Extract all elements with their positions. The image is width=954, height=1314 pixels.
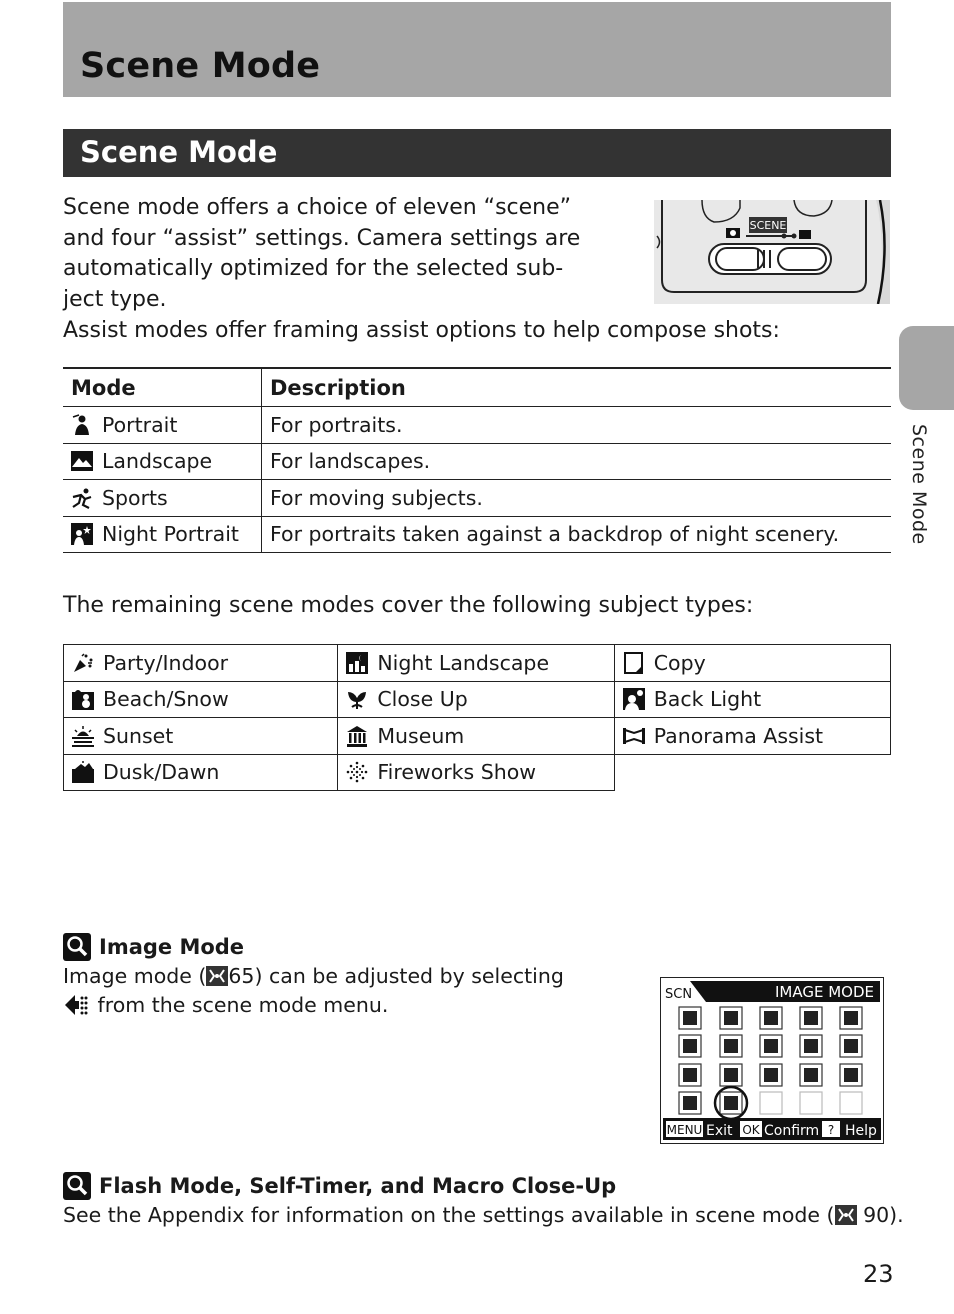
scene-label: Fireworks Show xyxy=(377,760,537,785)
page-reference-icon xyxy=(835,1205,857,1225)
empty-cell xyxy=(614,754,890,791)
image-mode-note-heading xyxy=(63,933,244,961)
mode-label: Sports xyxy=(102,485,168,510)
column-header-description: Description xyxy=(262,368,892,407)
table-row xyxy=(64,645,891,682)
scene-grid-icon xyxy=(724,1039,738,1053)
help-key: ? xyxy=(827,1123,835,1137)
mode-label: Night Portrait xyxy=(102,522,239,547)
sports-icon xyxy=(71,487,93,509)
confirm-label: Confirm xyxy=(764,1123,820,1139)
scene-switch-label: SCENE xyxy=(749,219,787,232)
landscape-icon xyxy=(71,450,93,472)
close-up-icon xyxy=(346,688,368,710)
dusk-dawn-icon xyxy=(72,761,94,783)
scene-grid-icon xyxy=(844,1068,858,1082)
scene-label: Panorama Assist xyxy=(653,723,824,748)
scene-grid-cell xyxy=(800,1092,822,1114)
scene-grid-icon xyxy=(804,1011,818,1025)
page-header xyxy=(63,129,891,177)
page-reference-icon xyxy=(206,966,228,986)
page-ref: 90 xyxy=(863,1203,890,1227)
mode-description: For portraits taken against a backdrop of night scenery. xyxy=(262,516,892,553)
help-label: Help xyxy=(845,1123,877,1139)
flash-note-text: See the Appendix for information on the settings available in scene mode ( 90). xyxy=(63,1203,904,1227)
exit-label: Exit xyxy=(706,1123,733,1139)
night-landscape-icon xyxy=(346,652,368,674)
note-icon xyxy=(63,933,91,961)
page-title: Scene Mode xyxy=(80,135,278,169)
scene-label: Sunset xyxy=(103,723,174,748)
scene-grid-icon xyxy=(683,1011,697,1025)
image-mode-note-text: Image mode ( 65) can be adjusted by selecting from the scene mode menu. xyxy=(63,964,564,1017)
scene-grid-icon xyxy=(764,1068,778,1082)
assist-intro: Assist modes offer framing assist options to help compose shots: xyxy=(63,318,780,343)
lcd-title: IMAGE MODE xyxy=(774,983,874,1001)
fireworks-show-icon xyxy=(346,761,368,783)
scene-label: Back Light xyxy=(653,687,762,712)
side-tab-label: Scene Mode xyxy=(908,424,930,545)
mode-description: For portraits. xyxy=(262,407,892,444)
ok-key: OK xyxy=(742,1123,760,1137)
back-light-icon xyxy=(623,688,645,710)
panorama-assist-icon xyxy=(623,725,645,747)
mode-label: Portrait xyxy=(102,412,178,437)
scene-grid-icon xyxy=(683,1096,697,1110)
intro-paragraph: Scene mode offers a choice of eleven “scene” and four “assist” settings. Camera settings are automatically optimized for the selected sub-ject type. xyxy=(63,195,581,313)
page-ref: 65 xyxy=(228,964,255,988)
scene-grid-icon xyxy=(683,1039,697,1053)
scene-grid-cell xyxy=(840,1092,862,1114)
scene-grid-cell xyxy=(760,1092,782,1114)
scene-grid-icon xyxy=(724,1068,738,1082)
page-number: 23 xyxy=(863,1260,894,1288)
table-row xyxy=(64,754,891,791)
scene-grid-icon xyxy=(724,1096,738,1110)
scene-grid-icon xyxy=(844,1039,858,1053)
scene-menu-screen xyxy=(660,977,884,1144)
night-portrait-icon xyxy=(71,523,93,545)
table-row xyxy=(63,480,891,517)
note-icon xyxy=(63,1172,91,1200)
table-row xyxy=(63,407,891,444)
scene-label: Party/Indoor xyxy=(103,650,229,675)
table-header-row xyxy=(63,368,891,407)
table-row xyxy=(64,681,891,718)
scene-label: Night Landscape xyxy=(377,650,550,675)
assist-mode-table xyxy=(63,367,891,553)
scene-grid-icon xyxy=(804,1068,818,1082)
scene-label: Museum xyxy=(377,723,465,748)
table-row xyxy=(63,516,891,553)
museum-icon xyxy=(346,725,368,747)
copy-icon xyxy=(623,652,645,674)
image-mode-icon xyxy=(63,992,91,1018)
scene-label: Copy xyxy=(653,650,706,675)
camera-mode-switch-illustration xyxy=(654,200,890,304)
column-header-mode: Mode xyxy=(63,368,262,407)
mode-description: For landscapes. xyxy=(262,443,892,480)
mode-label: Landscape xyxy=(102,449,213,474)
section-title: Scene Mode xyxy=(80,46,321,86)
sunset-icon xyxy=(72,725,94,747)
menu-key: MENU xyxy=(666,1123,703,1137)
party-indoor-icon xyxy=(72,652,94,674)
scene-grid-icon xyxy=(724,1011,738,1025)
section-header xyxy=(63,2,891,97)
scene-grid-icon xyxy=(764,1011,778,1025)
flash-note-heading xyxy=(63,1172,616,1200)
scene-label: Dusk/Dawn xyxy=(103,760,220,785)
table-row xyxy=(63,443,891,480)
remaining-modes-intro: The remaining scene modes cover the following subject types: xyxy=(63,593,754,618)
table-row xyxy=(64,718,891,755)
mode-description: For moving subjects. xyxy=(262,480,892,517)
scene-grid-icon xyxy=(804,1039,818,1053)
flash-note-title: Flash Mode, Self-Timer, and Macro Close-Up xyxy=(99,1174,617,1198)
scene-label: Beach/Snow xyxy=(103,687,229,712)
scene-grid-icon xyxy=(764,1039,778,1053)
scene-grid-icon xyxy=(683,1068,697,1082)
scn-tag: SCN xyxy=(665,987,693,1002)
image-mode-note-title: Image Mode xyxy=(99,935,245,959)
beach-snow-icon xyxy=(72,688,94,710)
scene-label: Close Up xyxy=(377,687,468,712)
side-tab xyxy=(899,326,954,410)
scene-grid-icon xyxy=(844,1011,858,1025)
portrait-icon xyxy=(71,414,93,436)
scene-mode-table xyxy=(63,644,891,791)
